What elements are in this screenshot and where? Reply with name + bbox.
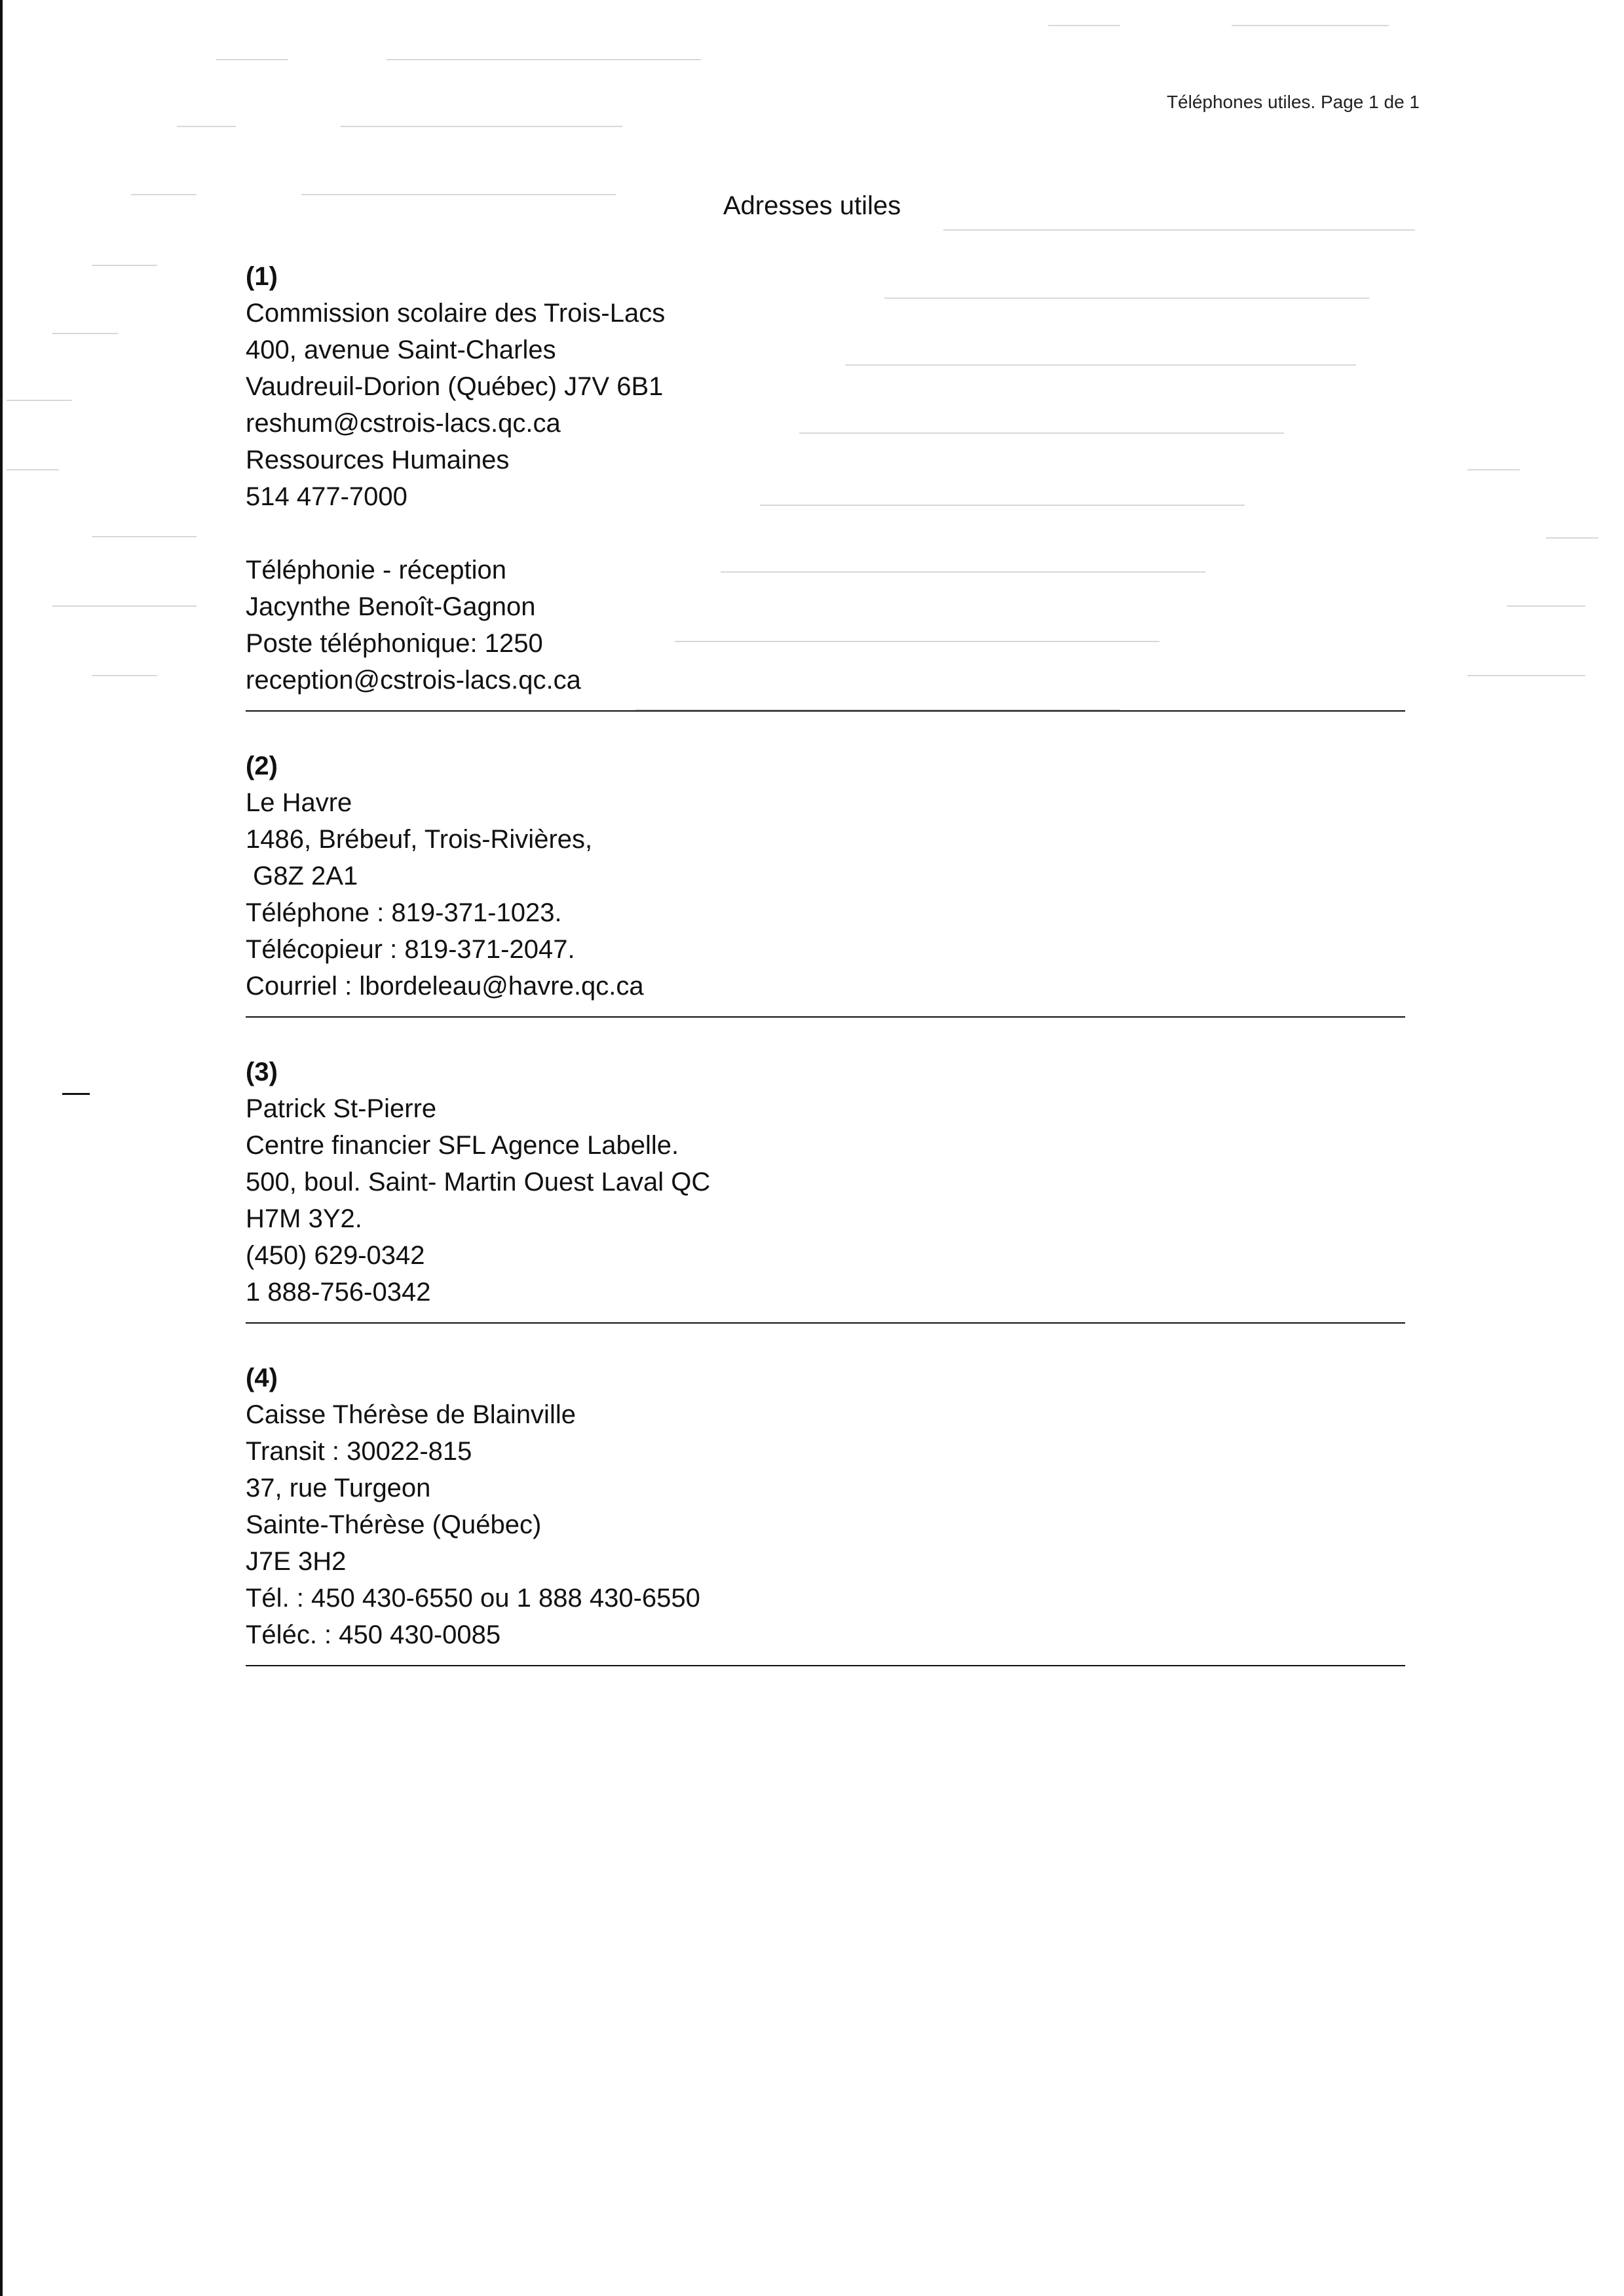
scan-artifact	[1232, 25, 1389, 26]
entry-line: Patrick St-Pierre	[246, 1094, 437, 1123]
scan-artifact	[92, 265, 157, 266]
entry-line: 400, avenue Saint-Charles	[246, 335, 556, 364]
entry-line: (450) 629-0342	[246, 1241, 425, 1270]
entry-line: Télécopieur : 819-371-2047.	[246, 935, 575, 964]
entry-number: (1)	[246, 262, 278, 291]
divider-wrap	[246, 1311, 1405, 1324]
entry-number: (4)	[246, 1364, 278, 1392]
scan-artifact	[52, 333, 118, 334]
scan-artifact	[131, 194, 197, 195]
entry-number: (2)	[246, 752, 278, 780]
entry-line: Téléphonie - réception	[246, 556, 507, 584]
entry-line: Ressources Humaines	[246, 446, 510, 474]
entry-line: 514 477-7000	[246, 482, 407, 511]
scan-artifact	[1467, 469, 1520, 470]
scan-artifact	[92, 536, 197, 537]
scan-artifact	[845, 364, 1356, 366]
scan-artifact	[177, 126, 236, 127]
scan-artifact	[341, 126, 622, 127]
entry-line: reshum@cstrois-lacs.qc.ca	[246, 409, 561, 438]
scan-artifact	[884, 297, 1369, 299]
divider-wrap	[246, 1004, 1405, 1018]
address-entry-2	[246, 748, 1405, 1018]
entry-line: Transit : 30022-815	[246, 1437, 472, 1466]
entry-number: (3)	[246, 1058, 278, 1086]
scan-artifact	[216, 59, 288, 60]
entry-line: Téléphone : 819-371-1023.	[246, 898, 562, 927]
divider-wrap	[246, 1653, 1405, 1666]
entry-line: 1486, Brébeuf, Trois-Rivières,	[246, 825, 593, 854]
entry-line: Sainte-Thérèse (Québec)	[246, 1510, 542, 1539]
entry-line: Téléc. : 450 430-0085	[246, 1620, 501, 1649]
page-title: Adresses utiles	[723, 191, 901, 220]
entry-line: Le Havre	[246, 788, 352, 817]
scan-margin-mark	[62, 1093, 90, 1095]
address-entry-1	[246, 258, 1405, 712]
entry-line: Jacynthe Benoît-Gagnon	[246, 592, 536, 621]
scan-artifact	[52, 605, 197, 607]
scan-artifact	[1546, 537, 1598, 539]
entry-line: Poste téléphonique: 1250	[246, 629, 543, 658]
entry-line: Vaudreuil-Dorion (Québec) J7V 6B1	[246, 372, 664, 401]
scan-margin-edge	[0, 0, 3, 2296]
entry-line: G8Z 2A1	[246, 862, 358, 890]
entry-line: Caisse Thérèse de Blainville	[246, 1400, 576, 1429]
scan-artifact	[1507, 605, 1585, 607]
page-header: Téléphones utiles. Page 1 de 1	[1166, 92, 1420, 112]
address-entry-3	[246, 1054, 1405, 1324]
scan-artifact	[301, 194, 616, 195]
scan-artifact	[1048, 25, 1120, 26]
divider	[246, 1016, 1405, 1018]
scan-artifact	[760, 505, 1245, 506]
entry-line: reception@cstrois-lacs.qc.ca	[246, 666, 581, 695]
entry-line: H7M 3Y2.	[246, 1204, 362, 1233]
address-entry-4	[246, 1360, 1405, 1666]
entry-line: J7E 3H2	[246, 1547, 347, 1576]
blank-line	[246, 515, 1405, 552]
scan-artifact	[675, 641, 1160, 642]
entry-line: 37, rue Turgeon	[246, 1474, 431, 1502]
scan-artifact	[7, 400, 72, 401]
scan-artifact	[635, 709, 1120, 710]
scan-artifact	[92, 675, 157, 676]
divider	[246, 1322, 1405, 1324]
scan-artifact	[1467, 675, 1585, 676]
entry-line: 1 888-756-0342	[246, 1278, 431, 1307]
scan-artifact	[721, 571, 1205, 573]
scan-artifact	[943, 229, 1415, 231]
entry-line: Tél. : 450 430-6550 ou 1 888 430-6550	[246, 1584, 700, 1613]
entry-line: Centre financier SFL Agence Labelle.	[246, 1131, 679, 1160]
address-list	[246, 258, 1405, 1666]
scan-artifact	[7, 469, 59, 470]
scan-artifact	[799, 432, 1284, 434]
entry-line: Courriel : lbordeleau@havre.qc.ca	[246, 972, 644, 1001]
entry-line: Commission scolaire des Trois-Lacs	[246, 299, 666, 328]
divider	[246, 1665, 1405, 1666]
divider	[246, 710, 1405, 712]
entry-line: 500, boul. Saint- Martin Ouest Laval QC	[246, 1168, 711, 1196]
scan-artifact	[387, 59, 701, 60]
